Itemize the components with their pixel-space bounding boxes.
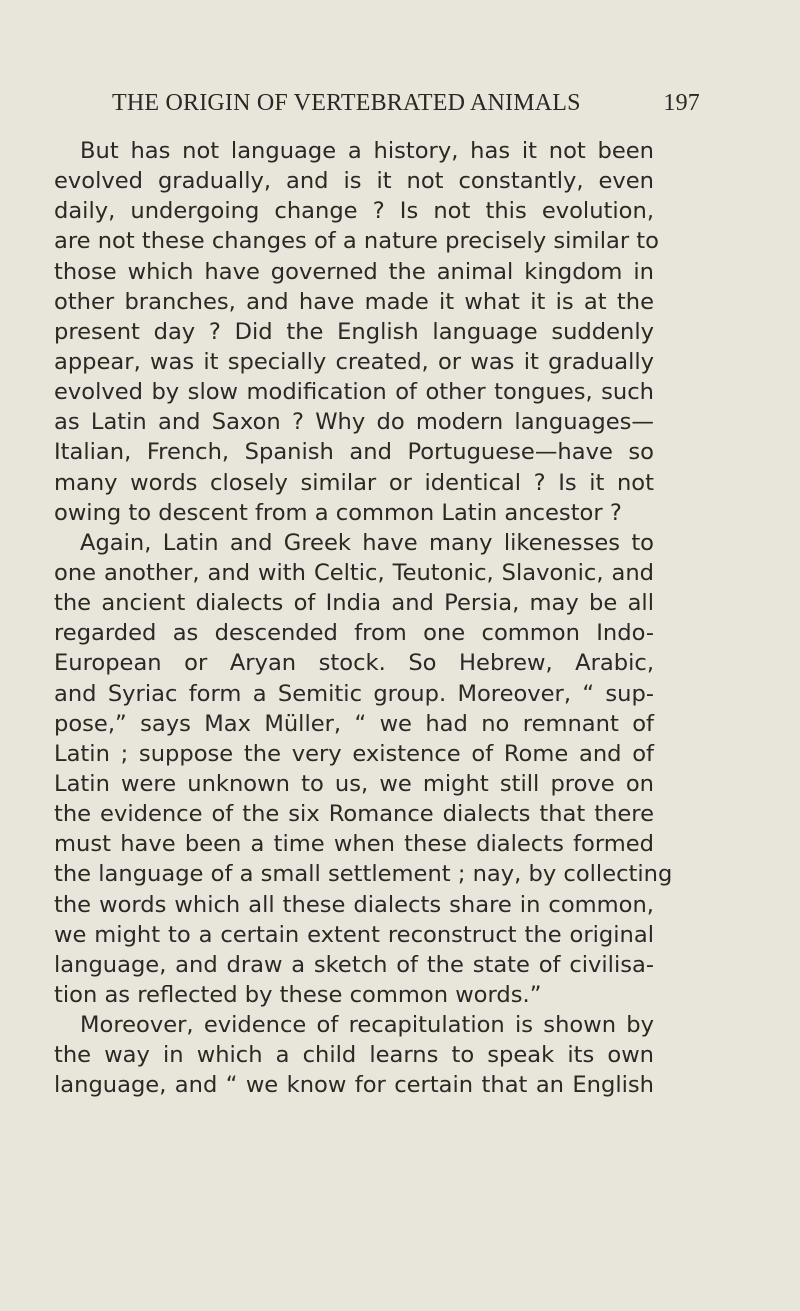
text-line: Latin ; suppose the very existence of Rome and of [54,740,654,767]
text-line: the evidence of the six Romance dialects that there [54,801,654,828]
text-line: Latin were unknown to us, we might still prove on [54,770,654,797]
page-number: 197 [663,90,700,116]
text-line: evolved by slow modification of other tongues, such [54,379,654,406]
text-line: appear, was it specially created, or was it gradually [54,348,654,375]
text-line: one another, and with Celtic, Teutonic, Slavonic, and [54,559,654,586]
text-line: pose,” says Max Müller, “ we had no remnant of [54,710,654,737]
body-text [54,136,673,1101]
text-line: European or Aryan stock. So Hebrew, Arabic, [54,650,654,677]
text-line: language, and “ we know for certain that an English [54,1072,654,1099]
text-line: those which have governed the animal kingdom in [54,258,654,285]
text-line: Moreover, evidence of recapitulation is shown by [80,1012,654,1039]
text-line: But has not language a history, has it not been [80,138,654,164]
text-line: tion as reflected by these common words.” [54,981,542,1008]
text-line: daily, undergoing change ? Is not this evolution, [54,198,654,225]
text-line: language, and draw a sketch of the state of civilisa- [54,951,654,978]
text-line: are not these changes of a nature precisely similar to [54,228,659,255]
text-line: many words closely similar or identical ? Is it not [54,469,654,496]
text-line: must have been a time when these dialects formed [54,831,654,858]
text-line: Italian, French, Spanish and Portuguese—have so [54,439,654,466]
text-line: the words which all these dialects share in common, [54,891,654,918]
text-line: Again, Latin and Greek have many likenesses to [80,529,654,556]
text-line: other branches, and have made it what it is at the [54,288,654,315]
text-line: the way in which a child learns to speak its own [54,1042,654,1069]
text-line: as Latin and Saxon ? Why do modern languages— [54,409,654,436]
text-line: we might to a certain extent reconstruct the original [54,921,654,948]
text-line: owing to descent from a common Latin ancestor ? [54,499,622,526]
text-line: regarded as descended from one common Indo- [54,620,654,647]
text-line: present day ? Did the English language suddenly [54,318,654,345]
text-line: evolved gradually, and is it not constantly, even [54,168,654,195]
text-line: and Syriac form a Semitic group. Moreover, “ sup- [54,680,654,707]
text-line: the ancient dialects of India and Persia, may be all [54,590,654,617]
text-line: the language of a small settlement ; nay, by collecting [54,861,673,888]
running-head-title: THE ORIGIN OF VERTEBRATED ANIMALS [112,90,581,116]
running-head [112,90,700,126]
